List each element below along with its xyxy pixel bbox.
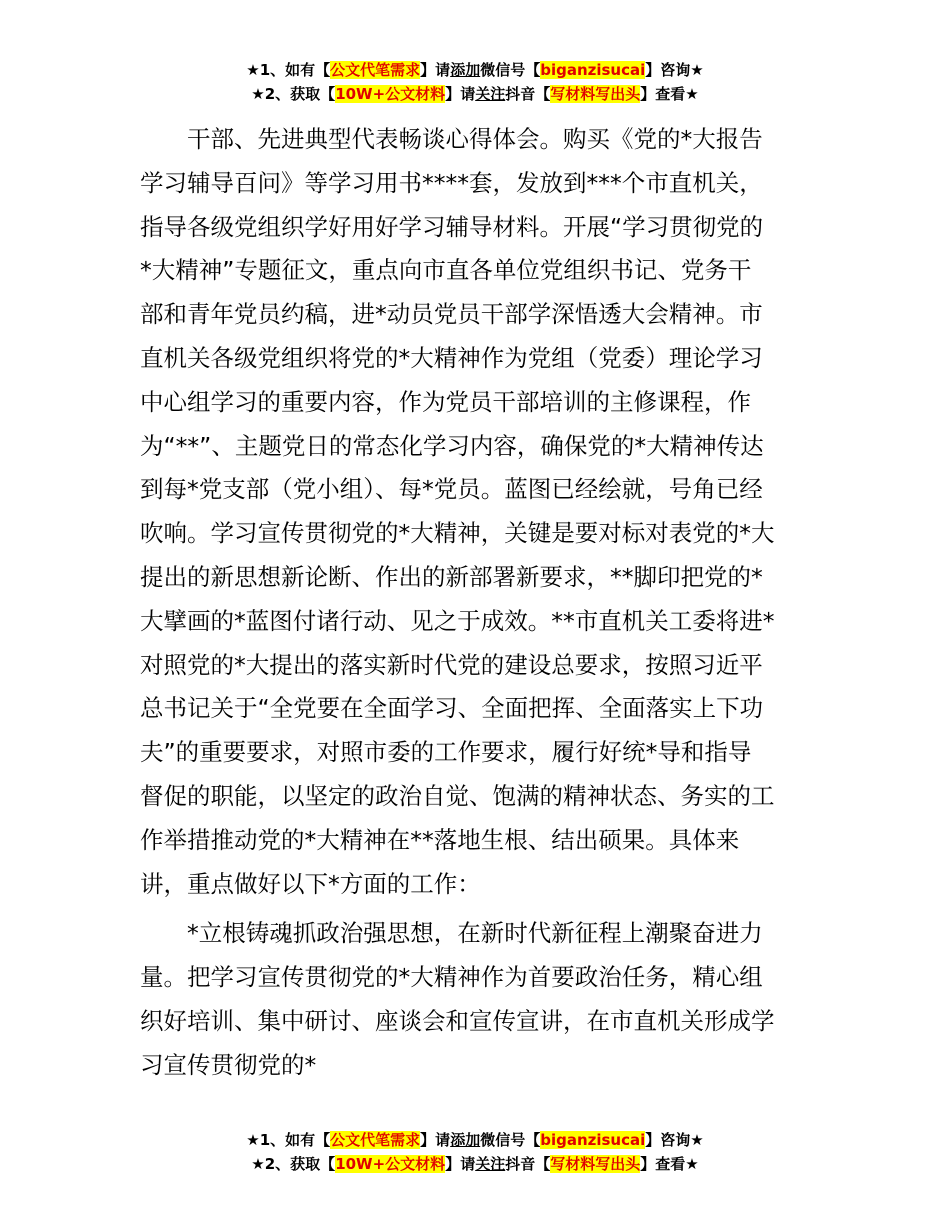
banner-text: 抖音【 xyxy=(505,85,551,103)
banner-text: 微信号【 xyxy=(480,61,541,79)
banner-highlight: 公文代笔需求 xyxy=(330,1131,421,1149)
banner-emphasis: 添加 xyxy=(450,61,481,79)
banner-text: 抖音【 xyxy=(505,1155,551,1173)
text-line: 吹响。学习宣传贯彻党的*大精神，关键是要对标对表党的*大 xyxy=(140,519,775,548)
banner-text: 】请 xyxy=(420,1131,451,1149)
header-banner-line-1 xyxy=(0,58,950,82)
banner-highlight: 10W+公文材料 xyxy=(335,1155,446,1173)
banner-text: 】请 xyxy=(445,85,476,103)
text-line: 量。把学习宣传贯彻党的*大精神作为首要政治任务，精心组 xyxy=(140,963,763,992)
banner-text: 】请 xyxy=(445,1155,476,1173)
banner-text: ★1、如有【 xyxy=(246,1131,331,1149)
text-line: 对照党的*大提出的落实新时代党的建设总要求，按照习近平 xyxy=(140,650,763,679)
text-line: 中心组学习的重要内容，作为党员干部培训的主修课程，作 xyxy=(140,387,751,416)
text-line: 习宣传贯彻党的* xyxy=(140,1050,317,1079)
banner-highlight: 10W+公文材料 xyxy=(335,85,446,103)
banner-emphasis: 关注 xyxy=(475,1155,506,1173)
banner-text: 微信号【 xyxy=(480,1131,541,1149)
text-line: 部和青年党员约稿，进*动员党员干部学深悟透大会精神。市 xyxy=(140,300,763,329)
footer-banner-line-1 xyxy=(0,1128,950,1152)
footer-banner xyxy=(0,1128,950,1176)
banner-text: 】查看★ xyxy=(640,85,699,103)
footer-banner-line-2 xyxy=(0,1152,950,1176)
banner-text: ★1、如有【 xyxy=(246,61,331,79)
text-line: *大精神”专题征文，重点向市直各单位党组织书记、党务干 xyxy=(140,256,752,285)
text-line: 直机关各级党组织将党的*大精神作为党组（党委）理论学习 xyxy=(140,343,763,372)
banner-highlight: 写材料写出头 xyxy=(550,1155,641,1173)
banner-highlight: 写材料写出头 xyxy=(550,85,641,103)
banner-highlight: biganzisucai xyxy=(540,1131,646,1149)
banner-text: 】查看★ xyxy=(640,1155,699,1173)
text-line: 作举措推动党的*大精神在**落地生根、结出硕果。具体来 xyxy=(140,825,740,854)
banner-text: ★2、获取【 xyxy=(251,85,336,103)
text-line: 大擘画的*蓝图付诸行动、见之于成效。**市直机关工委将进* xyxy=(140,606,775,635)
document-body xyxy=(140,118,812,1088)
text-line: 学习辅导百问》等学习用书****套，发放到***个市直机关， xyxy=(140,168,763,197)
text-line: 指导各级党组织学好用好学习辅导材料。开展“学习贯彻党的 xyxy=(140,212,764,241)
text-line: 夫”的重要要求，对照市委的工作要求，履行好统*导和指导 xyxy=(140,738,752,767)
text-line: 到每*党支部（党小组）、每*党员。蓝图已经绘就，号角已经 xyxy=(140,475,763,504)
banner-highlight: biganzisucai xyxy=(540,61,646,79)
text-line: 织好培训、集中研讨、座谈会和宣传宣讲，在市直机关形成学 xyxy=(140,1006,775,1035)
text-line: 为“**”、主题党日的常态化学习内容，确保党的*大精神传达 xyxy=(140,431,764,460)
banner-emphasis: 添加 xyxy=(450,1131,481,1149)
paragraph xyxy=(140,912,812,1087)
text-line: 干部、先进典型代表畅谈心得体会。购买《党的*大报告 xyxy=(140,125,763,153)
paragraph xyxy=(140,118,812,906)
banner-text: ★2、获取【 xyxy=(251,1155,336,1173)
banner-highlight: 公文代笔需求 xyxy=(330,61,421,79)
text-line: 提出的新思想新论断、作出的新部署新要求，**脚印把党的* xyxy=(140,562,763,591)
text-line: *立根铸魂抓政治强思想，在新时代新征程上潮聚奋进力 xyxy=(140,919,763,948)
text-line: 讲，重点做好以下*方面的工作： xyxy=(140,869,481,898)
banner-emphasis: 关注 xyxy=(475,85,506,103)
banner-text: 】请 xyxy=(420,61,451,79)
text-line: 总书记关于“全党要在全面学习、全面把挥、全面落实上下功 xyxy=(140,694,764,723)
header-banner xyxy=(0,58,950,106)
banner-text: 】咨询★ xyxy=(645,61,704,79)
banner-text: 】咨询★ xyxy=(645,1131,704,1149)
text-line: 督促的职能，以坚定的政治自觉、饱满的精神状态、务实的工 xyxy=(140,781,775,810)
header-banner-line-2 xyxy=(0,82,950,106)
